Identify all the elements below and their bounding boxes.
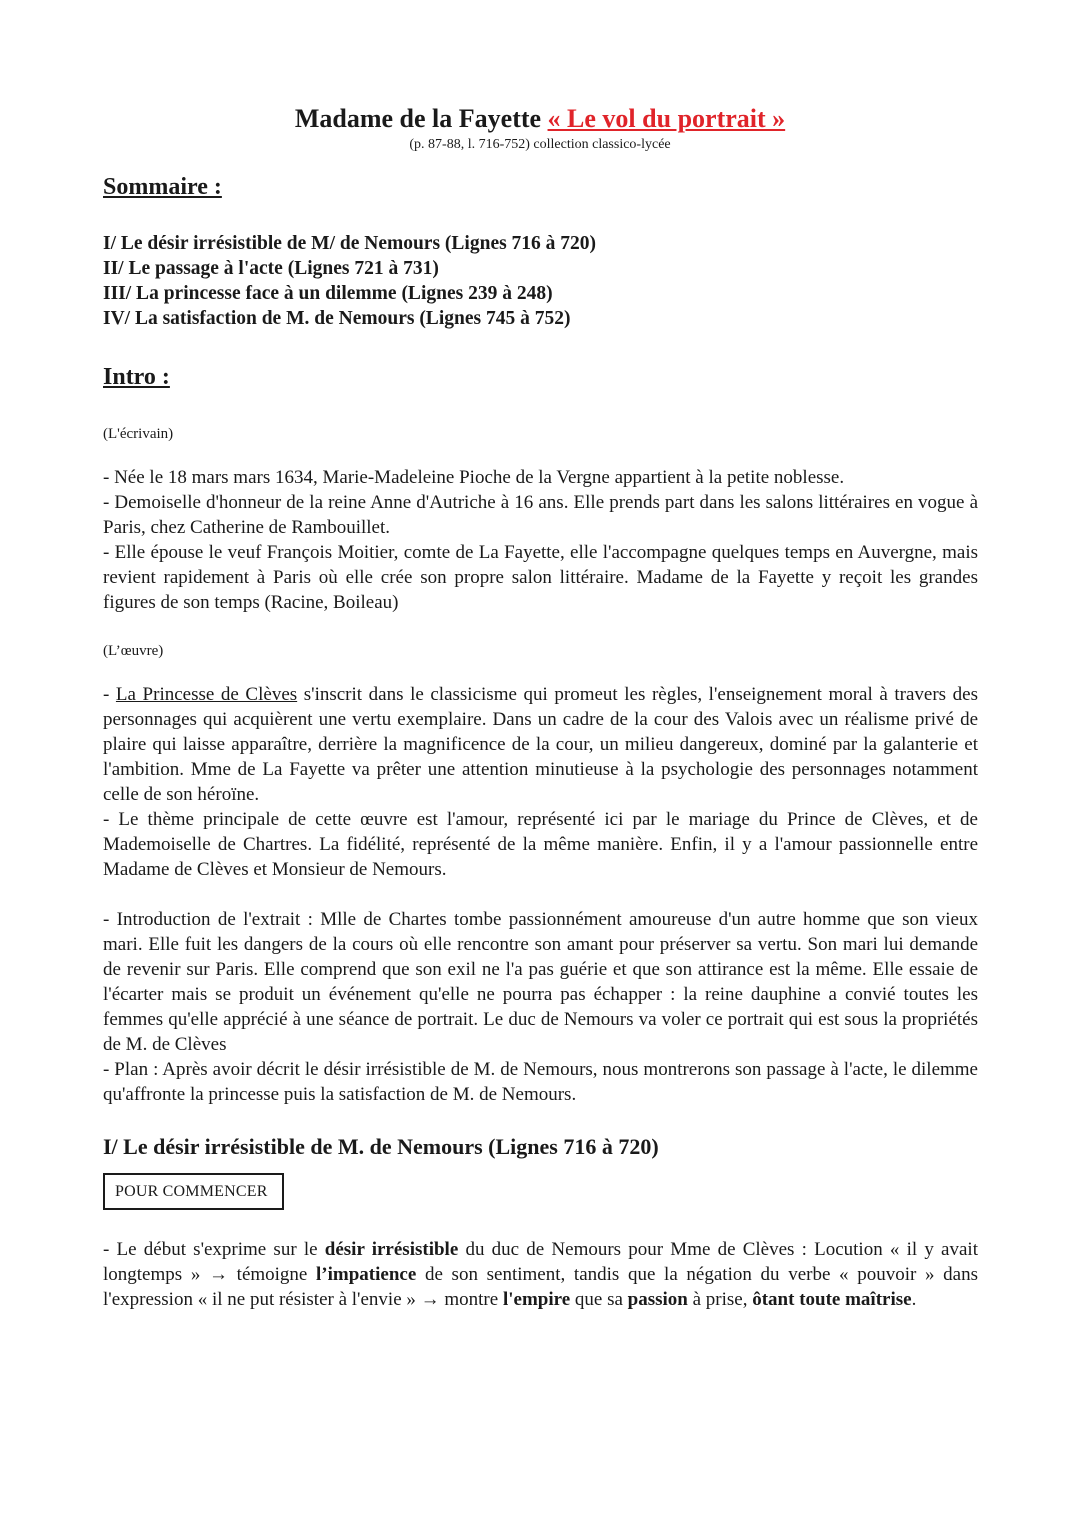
- writer-section: [103, 465, 978, 615]
- document-subtitle: (p. 87-88, l. 716-752) collection classico-lycée: [409, 137, 671, 152]
- box-label-block: [103, 1173, 978, 1210]
- writer-label: (L'écrivain): [103, 426, 174, 442]
- extract-paragraph: - Introduction de l'extrait : Mlle de Chartes tombe passionnément amoureuse d'un autre homme que son vieux mari. Elle fuit les dangers de la cours où elle rencontre son amant pour préserver sa vertu. Son mari lui demande de revenir sur Paris. Elle comprend que son exil ne l'a pas guérie et que son attirance est la même. Elle essaie de l'écarter mais se produit un événement qu'elle ne pourra pas échapper : la reine dauphine a convié toutes les femmes qu'elle apprécié à une séance de portrait. Le duc de Nemours va voler ce portrait qui est sous la propriétés de M. de Clèves: [103, 909, 978, 1055]
- extract-section: [103, 907, 978, 1107]
- intro-heading: Intro :: [103, 364, 170, 390]
- sommaire-item: II/ Le passage à l'acte (Lignes 721 à 731): [103, 258, 439, 279]
- work-section: [103, 682, 978, 882]
- work-dash: -: [103, 684, 116, 705]
- title-author: Madame de la Fayette: [294, 104, 542, 133]
- section1-heading-block: [103, 1132, 978, 1162]
- work-book-title: La Princesse de Clèves: [115, 684, 298, 705]
- writer-paragraph: - Elle épouse le veuf François Moitier, comte de La Fayette, elle l'accompagne quelques temps en Auvergne, mais revient rapidement à Paris où elle crée son propre salon littéraire. Madame de la Fayette y reçoit les grandes figures de son temps (Racine, Boileau): [103, 542, 978, 613]
- intro-heading-block: [103, 362, 978, 392]
- title-work: « Le vol du portrait »: [547, 104, 786, 133]
- text-run: - Le début s'exprime sur le: [103, 1239, 325, 1260]
- emphasis: ôtant toute maîtrise: [752, 1289, 912, 1310]
- section1-body: [103, 1237, 978, 1312]
- document-title: [0, 100, 1080, 138]
- emphasis: l'empire: [502, 1289, 571, 1310]
- writer-label-block: [103, 424, 978, 444]
- sommaire-item: IV/ La satisfaction de M. de Nemours (Lignes 745 à 752): [103, 308, 571, 329]
- emphasis: désir irrésistible: [324, 1239, 459, 1260]
- plan-paragraph: - Plan : Après avoir décrit le désir irrésistible de M. de Nemours, nous montrerons son passage à l'acte, le dilemme qu'affronte la princesse puis la satisfaction de M. de Nemours.: [103, 1059, 978, 1105]
- section1-paragraph: [103, 1237, 978, 1312]
- text-run: que sa: [570, 1289, 628, 1310]
- sommaire-heading-block: [103, 172, 978, 202]
- emphasis: passion: [627, 1289, 688, 1310]
- section1-heading: I/ Le désir irrésistible de M. de Nemours (Lignes 716 à 720): [103, 1134, 659, 1159]
- work-label-block: [103, 641, 978, 661]
- sommaire-list: [103, 231, 978, 331]
- work-paragraph-text: s'inscrit dans le classicisme qui promeut les règles, l'enseignement moral à travers des personnages qui acquièrent une vertu exemplaire. Dans un cadre de la cour des Valois avec un réalisme privé de plaire qui laisse apparaître, derrière la magnificence de la cour, un milieu dangereux, dominé par la galanterie et l'ambition. Mme de La Fayette va prêter une attention minutieuse à la psychologie des personnages notamment celle de son héroïne.: [103, 684, 978, 805]
- text-run: à prise,: [687, 1289, 753, 1310]
- text-run: du duc de Nemours pour Mme de Clèves : Locution « il y avait longtemps » → témoigne: [103, 1239, 978, 1285]
- text-run: .: [911, 1289, 917, 1310]
- writer-paragraph: - Demoiselle d'honneur de la reine Anne d'Autriche à 16 ans. Elle prends part dans les salons littéraires en vogue à Paris, chez Catherine de Rambouillet.: [103, 492, 978, 538]
- emphasis: l’impatience: [316, 1264, 417, 1285]
- sommaire-heading: Sommaire :: [103, 174, 222, 200]
- work-label: (L’œuvre): [103, 643, 164, 659]
- work-paragraph: [103, 682, 978, 807]
- sommaire-item: I/ Le désir irrésistible de M/ de Nemours (Lignes 716 à 720): [103, 233, 597, 254]
- sommaire-item: III/ La princesse face à un dilemme (Lignes 239 à 248): [103, 283, 553, 304]
- pour-commencer-box: POUR COMMENCER: [103, 1173, 284, 1210]
- work-paragraph: - Le thème principale de cette œuvre est l'amour, représenté ici par le mariage du Prince de Clèves, et de Mademoiselle de Chartres. La fidélité, représenté de la même manière. Enfin, il y a l'amour passionnelle entre Madame de Clèves et Monsieur de Nemours.: [103, 809, 978, 880]
- text-run: de son sentiment, tandis que la négation du verbe « pouvoir » dans l'expression « il ne put résister à l'envie » → montre: [103, 1264, 978, 1310]
- writer-paragraph: - Née le 18 mars mars 1634, Marie-Madeleine Pioche de la Vergne appartient à la petite noblesse.: [103, 467, 845, 488]
